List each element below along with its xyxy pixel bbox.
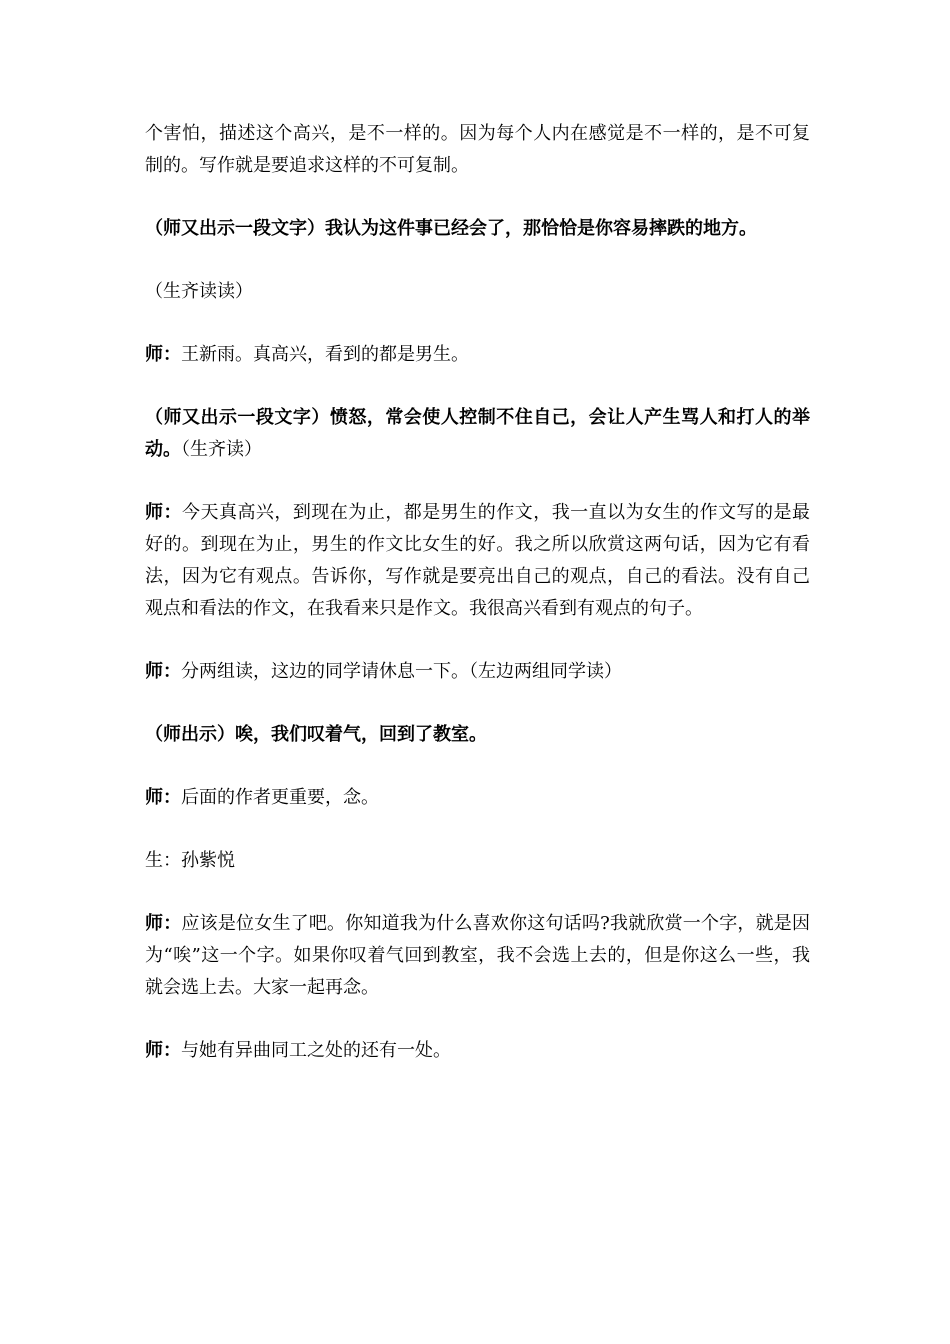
- speaker-label: 师：: [145, 344, 181, 365]
- speaker-label: 师：: [145, 913, 182, 934]
- paragraph-text: 与她有异曲同工之处的还有一处。: [181, 1040, 451, 1061]
- paragraph-text-bold: （师又出示一段文字）我认为这件事已经会了，那恰恰是你容易摔跌的地方。: [145, 218, 757, 239]
- paragraph-text-bold: （师又出示一段文字）愤怒，常会使人控制不住自己，会让人产生骂人和打人的举动。: [145, 407, 810, 460]
- paragraph-1: [145, 118, 810, 182]
- paragraph-text: 后面的作者更重要，念。: [181, 787, 379, 808]
- speaker-label: 师：: [145, 502, 182, 523]
- paragraph-text: 个害怕，描述这个高兴，是不一样的。因为每个人内在感觉是不一样的，是不可复制的。写作就是要追求这样的不可复制。: [145, 123, 810, 176]
- paragraph-text: 今天真高兴，到现在为止，都是男生的作文，我一直以为女生的作文写的是最好的。到现在为止，男生的作文比女生的好。我之所以欣赏这两句话，因为它有看法，因为它有观点。告诉你，写作就是要亮出自己的观点，自己的看法。没有自己观点和看法的作文，在我看来只是作文。我很高兴看到有观点的句子。: [145, 502, 811, 619]
- paragraph-text: 生：孙紫悦: [145, 850, 235, 871]
- speaker-label: 师：: [145, 787, 181, 808]
- paragraph-text-bold: （师出示）唉，我们叹着气，回到了教室。: [145, 724, 487, 745]
- paragraph-9: [145, 782, 810, 814]
- paragraph-text: （生齐读读）: [145, 281, 253, 302]
- paragraph-text: （生齐读）: [181, 439, 262, 460]
- speaker-label: 师：: [145, 661, 181, 682]
- paragraph-text: 分两组读，这边的同学请休息一下。（左边两组同学读）: [181, 661, 622, 682]
- document-page: [145, 118, 810, 1098]
- paragraph-3: [145, 276, 810, 308]
- paragraph-4: [145, 339, 810, 371]
- paragraph-6: [145, 497, 810, 625]
- paragraph-2: [145, 213, 810, 245]
- paragraph-10: [145, 845, 810, 877]
- paragraph-7: [145, 656, 810, 688]
- paragraph-12: [145, 1035, 810, 1067]
- paragraph-text: 王新雨。真高兴，看到的都是男生。: [181, 344, 469, 365]
- paragraph-5: [145, 402, 810, 466]
- paragraph-11: [145, 908, 810, 1004]
- paragraph-8: [145, 719, 810, 751]
- paragraph-text: 应该是位女生了吧。你知道我为什么喜欢你这句话吗?我就欣赏一个字，就是因为“唉”这一个字。如果你叹着气回到教室，我不会选上去的，但是你这么一些，我就会选上去。大家一起再念。: [145, 913, 811, 998]
- speaker-label: 师：: [145, 1040, 181, 1061]
